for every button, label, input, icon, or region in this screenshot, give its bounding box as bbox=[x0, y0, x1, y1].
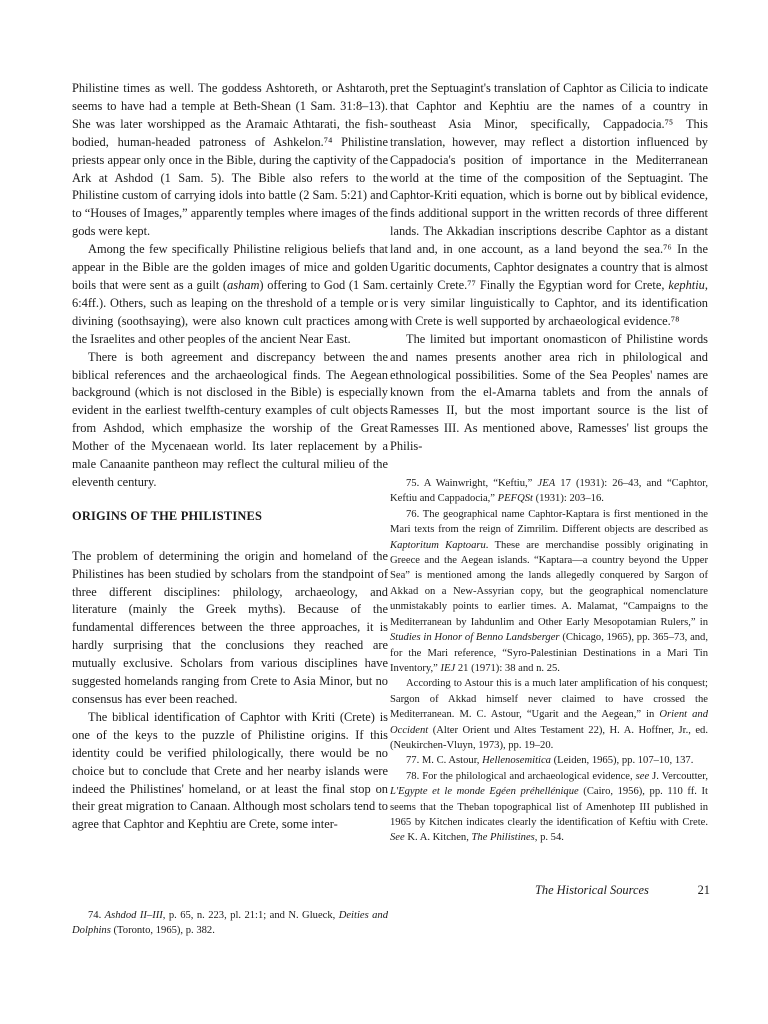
page-number: 21 bbox=[697, 883, 710, 897]
footnote-76-cont: According to Astour this is a much later amplification of his conquest; Sargon of Akkad himself never claimed to have crossed the Mediterranean. M. C. Astour, “Ugarit and the Aegean,” in Orient and Occident (Alter Orient und Altes Testament 22), H. A. Hoffner, Jr., ed. (Neukirchen-Vluyn, 1973), pp. 19–20. bbox=[390, 678, 708, 751]
footnote-78: 78. For the philological and archaeological evidence, see J. Vercoutter, L'Egypte et le monde Egéen préhellénique (Cairo, 1956), pp. 110 ff. It seems that the Theban topographical list of Amenhotep III published in 1965 by Kitchen indicates clearly the identification of Keftiu with Crete. See K. A. Kitchen, The Philistines, p. 54. bbox=[390, 770, 709, 844]
paragraph: Among the few specifically Philistine religious beliefs that appear in the Bible are the golden images of mice and golden boils that were sent as a guilt (asham) offering to God (1 Sam. 6:4ff.). Others, such as leaping on the threshold of a temple or divining (soothsaying), were also known cult practices among the Israelites and other peoples of the ancient Near East. bbox=[72, 242, 388, 346]
footnotes bbox=[390, 476, 708, 846]
footnote-74: 74. Ashdod II–III, p. 65, n. 223, pl. 21:1; and N. Glueck, Deities and Dolphins (Toronto, 1965), p. 382. bbox=[72, 910, 389, 937]
paragraph: There is both agreement and discrepancy between the biblical references and the archaeological finds. The Aegean background (which is not disclosed in the Bible) is especially evident in the earliest twelfth-century examples of cult objects from Ashdod, which emphasize the worship of the Great Mother of the Mycenaean world. Its later replacement by a male Canaanite pantheon may reflect the cultural milieu of the eleventh century. bbox=[72, 349, 388, 489]
paragraph: The biblical identification of Caphtor with Kriti (Crete) is one of the keys to the puzzle of Philistine origins. If this identity could be verified philologically, there would be no choice but to conclude that Crete and her nearby islands were indeed the Philistines' homeland, or at least the final stop on their great migration to Canaan. Although most scholars tend to agree that Caphtor and Kephtiu are Crete, some inter- bbox=[72, 709, 388, 832]
footnote-76: 76. The geographical name Caphtor-Kaptara is first mentioned in the Mari texts from the reign of Zimrilim. Different objects are described as Kaptoritum Kaptoaru. These are merchandise possibly originating in Greece and the Aegean islands. “Kaptara—a country beyond the Upper Sea” is mentioned among the lands allegedly conquered by Sargon of Akkad on a New-Assyrian copy, but the geographical nomenclature unmistakably points to earlier times. A. Malamat, “Campaigns to the Mediterranean by Iahdunlim and Other Early Mesopotamian Rulers,” in Studies in Honor of Benno Landsberger (Chicago, 1965), pp. 365–73, and, for the Mari reference, “Syro-Palestinian Destinations in a Mari Tin Inventory,” IEJ 21 (1971): 38 and n. 25. bbox=[390, 508, 709, 674]
left-column bbox=[72, 80, 388, 834]
paragraph: Philistine times as well. The goddess Ashtoreth, or Ashtaroth, seems to have had a temple at Beth-Shean (1 Sam. 31:8–13). She was later worshipped as the Aramaic Athtarati, the fish-bodied, human-headed patroness of Ashkelon.⁷⁴ Philistine priests appear only once in the Bible, during the captivity of the Ark at Ashdod (1 Sam. 5). The Bible also refers to the Philistine custom of carrying idols into battle (2 Sam. 5:21) and to “Houses of Images,” apparently temples where images of the gods were kept. bbox=[72, 81, 388, 239]
right-column bbox=[390, 80, 708, 846]
paragraph: pret the Septuagint's translation of Caphtor as Cilicia to indicate that Caphtor and Kephtiu are the names of a country in southeast Asia Minor, specifically, Cappadocia.⁷⁵ This translation, however, may reflect a distortion influenced by Cappadocia's position of importance in the Mediterranean world at the time of the composition of the Septuagint. The Caphtor-Kriti equation, which is borne out by biblical evidence, finds additional support in the written records of three different lands. The Akkadian inscriptions describe Caphtor as a distant land and, in one account, as a land beyond the sea.⁷⁶ In the Ugaritic documents, Caphtor designates a country that is almost certainly Crete.⁷⁷ Finally the Egyptian word for Crete, kephtiu, is very similar linguistically to Caphtor, and its identification with Crete is well supported by archaeological evidence.⁷⁸ bbox=[390, 81, 708, 328]
paragraph: The limited but important onomasticon of Philistine words and names presents another area rich in philological and ethnological possibilities. Some of the Sea Peoples' names are known from the el-Amarna tablets and from the annals of Ramesses II, but the most important source is the list of Ramesses III. As mentioned above, Ramesses' list groups the Philis- bbox=[390, 331, 708, 454]
footnote-75: 75. A Wainwright, “Keftiu,” JEA 17 (1931): 26–43, and “Caphtor, Keftiu and Cappadocia,” PEFQSt (1931): 203–16. bbox=[390, 478, 709, 505]
running-title: The Historical Sources bbox=[535, 883, 649, 897]
running-footer bbox=[535, 883, 710, 898]
paragraph: The problem of determining the origin and homeland of the Philistines has been studied by scholars from the standpoint of three different disciplines: philology, archaeology, and literature (mainly the Greek myths). Because of the fundamental differences between the three approaches, it is hardly surprising that the conclusions they reached are mutually exclusive. Scholars from various disciplines have suggested homelands ranging from Crete to Asia Minor, but no consensus has ever been reached. bbox=[72, 548, 388, 706]
section-heading: ORIGINS OF THE PHILISTINES bbox=[72, 508, 263, 523]
footnote-77: 77. M. C. Astour, Hellenosemitica (Leiden, 1965), pp. 107–10, 137. bbox=[406, 755, 694, 767]
